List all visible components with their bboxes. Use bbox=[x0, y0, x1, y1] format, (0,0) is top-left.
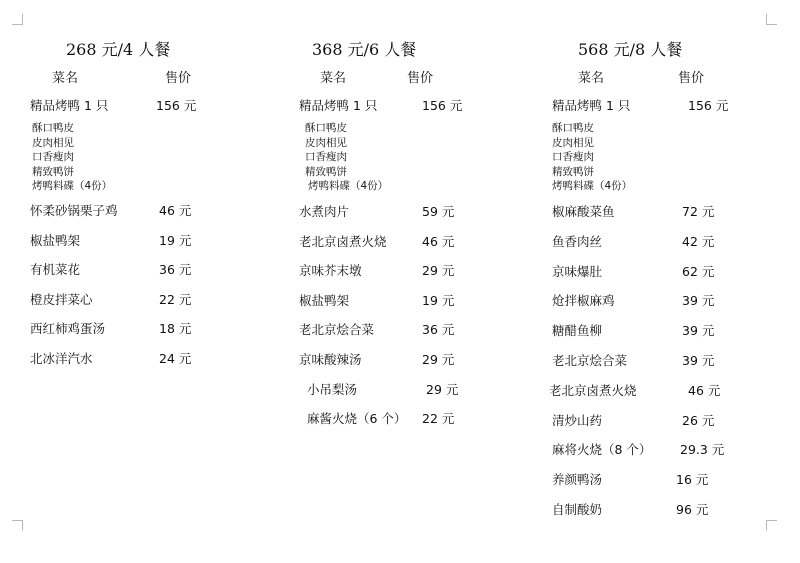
dish-row bbox=[552, 232, 800, 252]
dish-row bbox=[30, 319, 290, 339]
duck-component: 口香瘦肉 bbox=[32, 151, 74, 164]
dish-price: 19 元 bbox=[159, 232, 192, 248]
duck-component: 烤鸭料碟（4份） bbox=[552, 180, 633, 193]
dish-price: 39 元 bbox=[682, 353, 715, 368]
dish-name: 麻酱火烧（6 个） bbox=[307, 411, 407, 427]
dish-price: 29 元 bbox=[426, 381, 459, 397]
dish-row bbox=[30, 231, 290, 251]
dish-row bbox=[30, 349, 290, 369]
dish-price: 24 元 bbox=[159, 350, 192, 366]
dish-row bbox=[552, 202, 800, 222]
dish-price: 46 元 bbox=[159, 203, 192, 218]
featured-dish-row bbox=[552, 96, 800, 116]
dish-row bbox=[552, 321, 800, 341]
dish-row bbox=[299, 291, 559, 311]
dish-price: 29.3 元 bbox=[680, 442, 725, 458]
dish-row bbox=[30, 201, 290, 221]
dish-name: 椒麻酸菜鱼 bbox=[552, 204, 615, 219]
dish-row bbox=[552, 470, 800, 490]
duck-component: 酥口鸭皮 bbox=[305, 122, 347, 134]
dish-name: 鱼香肉丝 bbox=[552, 233, 603, 249]
dish-name: 椒盐鸭架 bbox=[299, 292, 350, 308]
dish-price: 39 元 bbox=[682, 293, 715, 309]
dish-price: 156 元 bbox=[422, 98, 463, 113]
duck-component: 精致鸭饼 bbox=[305, 165, 347, 178]
dish-price: 29 元 bbox=[422, 263, 455, 279]
dish-name: 京味芥末墩 bbox=[299, 263, 362, 279]
duck-component: 精致鸭饼 bbox=[552, 165, 594, 178]
dish-row bbox=[299, 232, 559, 252]
dish-name: 糖醋鱼柳 bbox=[552, 323, 603, 339]
dish-price: 22 元 bbox=[422, 411, 455, 427]
dish-name: 老北京卤煮火烧 bbox=[549, 382, 637, 398]
dish-price: 46 元 bbox=[688, 382, 721, 398]
dish-name: 老北京烩合菜 bbox=[552, 353, 628, 368]
set-title: 268 元/4 人餐 bbox=[66, 40, 171, 59]
dish-name: 老北京卤煮火烧 bbox=[299, 233, 387, 249]
dish-price: 62 元 bbox=[682, 263, 715, 279]
header-price: 售价 bbox=[165, 71, 192, 86]
dish-row bbox=[552, 262, 800, 282]
duck-component: 皮肉相见 bbox=[32, 136, 74, 149]
menu-column bbox=[299, 0, 539, 563]
dish-row bbox=[299, 320, 559, 340]
set-title: 368 元/6 人餐 bbox=[312, 40, 417, 59]
dish-price: 96 元 bbox=[676, 502, 709, 517]
dish-name: 麻将火烧（8 个） bbox=[552, 442, 652, 458]
dish-price: 46 元 bbox=[422, 233, 455, 249]
dish-name: 京味爆肚 bbox=[552, 263, 603, 279]
dish-price: 39 元 bbox=[682, 323, 715, 339]
menu-column bbox=[549, 0, 792, 563]
dish-price: 156 元 bbox=[156, 98, 197, 113]
dish-price: 19 元 bbox=[422, 292, 455, 308]
dish-row bbox=[30, 260, 290, 280]
duck-component: 烤鸭料碟（4份） bbox=[308, 180, 389, 193]
dish-price: 59 元 bbox=[422, 204, 455, 219]
dish-row bbox=[552, 411, 800, 431]
duck-component: 酥口鸭皮 bbox=[552, 122, 594, 134]
dish-row bbox=[299, 380, 559, 400]
header-dish-name: 菜名 bbox=[578, 71, 605, 86]
duck-component: 精致鸭饼 bbox=[32, 165, 74, 178]
dish-row bbox=[299, 202, 559, 222]
header-price: 售价 bbox=[407, 71, 434, 86]
dish-price: 36 元 bbox=[422, 322, 455, 338]
dish-name: 精品烤鸭 1 只 bbox=[552, 98, 631, 113]
featured-dish-row bbox=[30, 96, 290, 116]
dish-name: 精品烤鸭 1 只 bbox=[30, 98, 109, 113]
dish-price: 72 元 bbox=[682, 204, 715, 219]
set-title: 568 元/8 人餐 bbox=[578, 40, 683, 59]
dish-row bbox=[30, 290, 290, 310]
dish-row bbox=[299, 350, 559, 370]
featured-dish-row bbox=[299, 96, 559, 116]
dish-row bbox=[552, 440, 800, 460]
dish-price: 36 元 bbox=[159, 262, 192, 277]
dish-name: 水煮肉片 bbox=[299, 204, 350, 219]
dish-row bbox=[552, 291, 800, 311]
dish-name: 椒盐鸭架 bbox=[30, 232, 81, 248]
duck-component: 皮肉相见 bbox=[305, 136, 347, 149]
dish-name: 自制酸奶 bbox=[552, 502, 603, 517]
header-price: 售价 bbox=[678, 71, 705, 86]
dish-price: 18 元 bbox=[159, 321, 192, 336]
dish-row bbox=[549, 381, 800, 401]
dish-name: 老北京烩合菜 bbox=[299, 322, 375, 338]
dish-name: 橙皮拌菜心 bbox=[30, 291, 93, 307]
dish-row bbox=[552, 500, 800, 520]
dish-price: 22 元 bbox=[159, 291, 192, 307]
dish-price: 42 元 bbox=[682, 233, 715, 249]
duck-component: 皮肉相见 bbox=[552, 136, 594, 149]
dish-row bbox=[299, 409, 559, 429]
crop-mark-top-left bbox=[12, 14, 23, 25]
header-dish-name: 菜名 bbox=[52, 71, 79, 86]
header-dish-name: 菜名 bbox=[320, 71, 347, 86]
dish-row bbox=[552, 351, 800, 371]
crop-mark-bottom-left bbox=[12, 520, 23, 531]
duck-component: 烤鸭料碟（4份） bbox=[32, 180, 113, 193]
duck-component: 口香瘦肉 bbox=[552, 151, 594, 164]
dish-price: 26 元 bbox=[682, 412, 715, 428]
duck-component: 酥口鸭皮 bbox=[32, 122, 74, 134]
dish-row bbox=[299, 261, 559, 281]
dish-name: 清炒山药 bbox=[552, 412, 603, 428]
dish-name: 精品烤鸭 1 只 bbox=[299, 98, 378, 113]
dish-name: 炝拌椒麻鸡 bbox=[552, 293, 615, 309]
dish-price: 16 元 bbox=[676, 472, 709, 488]
dish-price: 156 元 bbox=[688, 98, 729, 113]
dish-name: 有机菜花 bbox=[30, 262, 81, 277]
duck-component: 口香瘦肉 bbox=[305, 151, 347, 164]
dish-name: 怀柔砂锅栗子鸡 bbox=[30, 203, 118, 218]
dish-name: 北冰洋汽水 bbox=[30, 350, 93, 366]
dish-name: 小吊梨汤 bbox=[307, 381, 358, 397]
dish-name: 京味酸辣汤 bbox=[299, 352, 362, 367]
dish-price: 29 元 bbox=[422, 352, 455, 367]
dish-name: 西红柿鸡蛋汤 bbox=[30, 321, 106, 336]
menu-column bbox=[30, 0, 270, 563]
dish-name: 养颜鸭汤 bbox=[552, 472, 603, 488]
